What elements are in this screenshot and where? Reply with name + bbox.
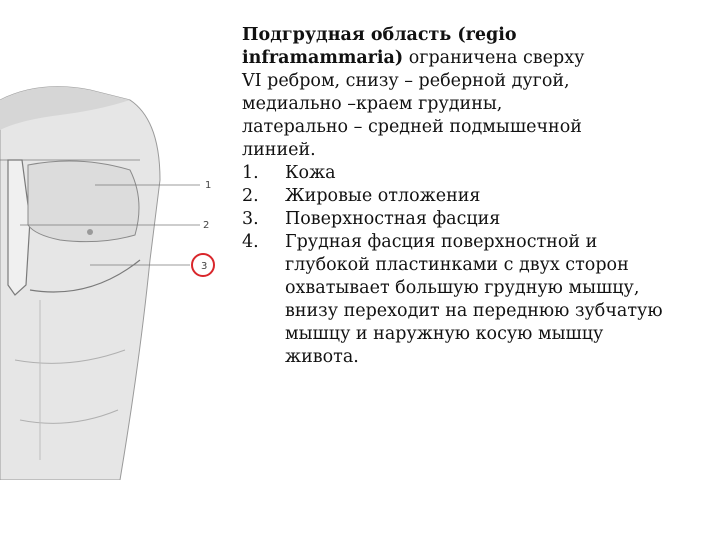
slide-text [242,24,672,369]
list-number: 3. [242,209,259,229]
list-item [242,208,672,231]
heading-continuation: ограничена сверху [403,48,585,68]
list-text: Кожа [285,163,336,183]
list-number: 4. [242,232,259,252]
list-item [242,162,672,185]
list-number: 1. [242,163,259,183]
heading-line-2 [242,47,672,70]
heading-line-1 [242,24,672,47]
list-item [242,231,672,369]
heading-latin: inframammaria) [242,48,404,68]
list-text: Жировые отложения [285,186,481,206]
nipple [87,229,93,235]
list-text: Грудная фасция поверхностной и глубокой пластинками с двух сторон охватывает большую грудную мышцу, внизу переходит на переднюю зубчатую мышцу и наружную косую мышцу живота. [285,232,663,367]
anatomy-figure [0,60,225,480]
description-line: VI ребром, снизу – реберной дугой, [242,71,570,91]
layers-list [242,162,672,369]
figure-label-2: 2 [203,220,210,231]
figure-label-3: 3 [201,261,208,272]
description-line: латерально – средней подмышечной [242,117,582,137]
torso-illustration [0,60,225,480]
heading-bold: Подгрудная область (regio [242,25,517,45]
list-item [242,185,672,208]
list-number: 2. [242,186,259,206]
description-line: медиально –краем грудины, [242,94,503,114]
description-line: линией. [242,140,316,160]
list-text: Поверхностная фасция [285,209,501,229]
pectoral-muscle [28,161,139,242]
figure-label-1: 1 [205,180,212,191]
